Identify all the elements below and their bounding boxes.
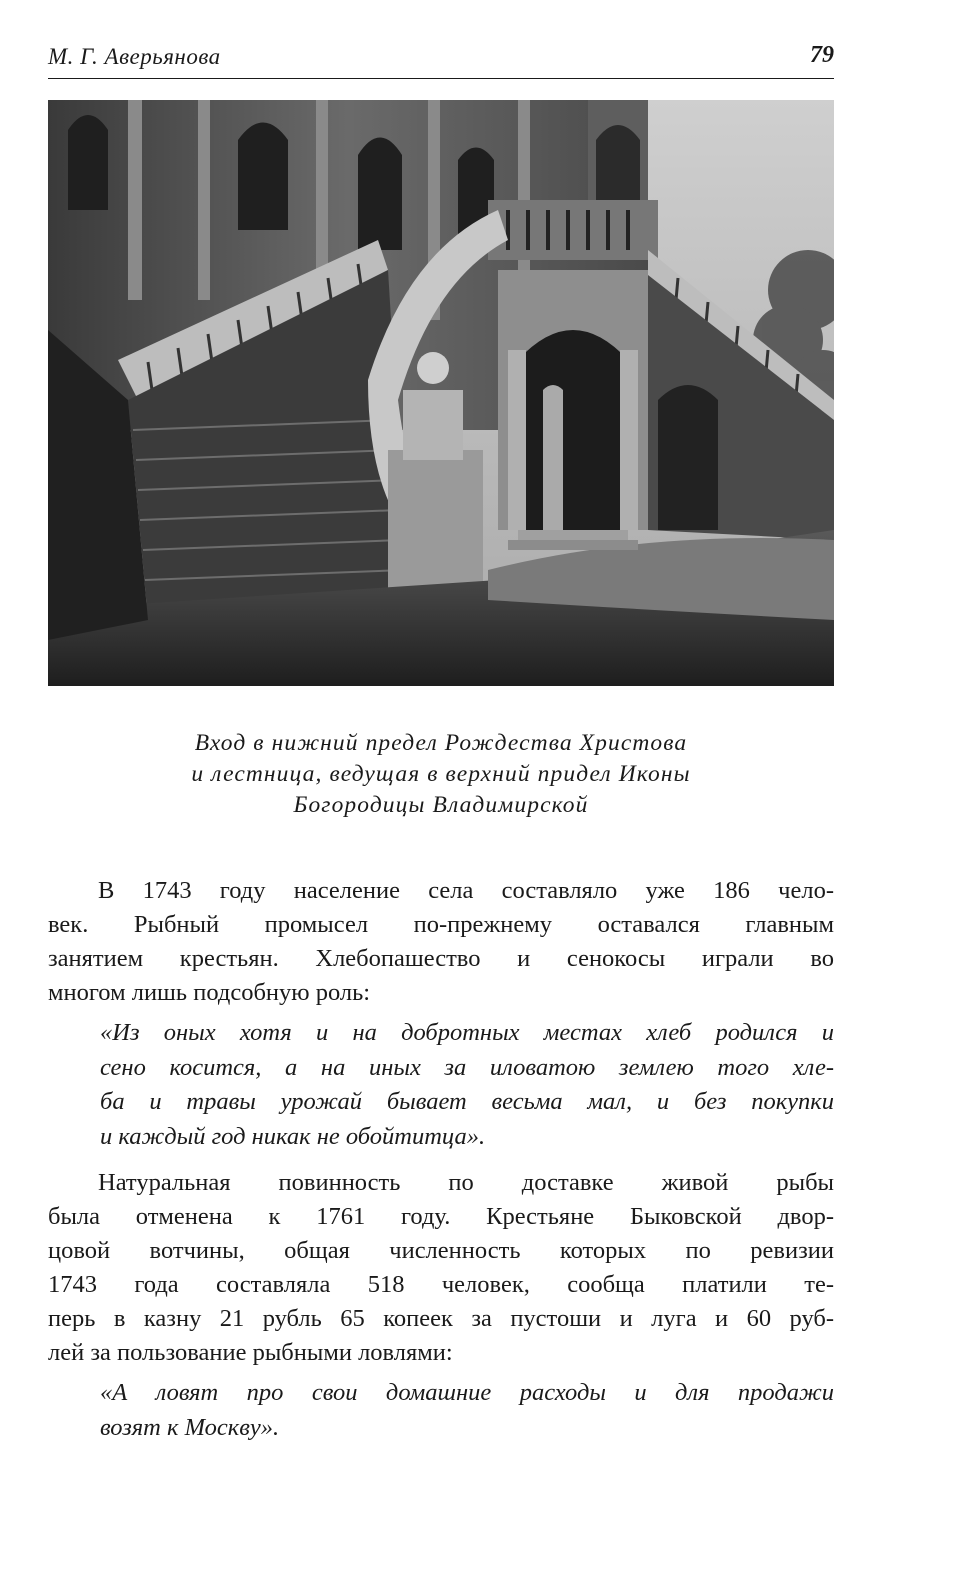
- quote-line: ба и травы урожай бывает весьма мал, и без покупки: [100, 1088, 834, 1115]
- quote-line: возят к Москву».: [100, 1413, 280, 1441]
- text-line: лей за пользование рыбными ловлями:: [48, 1339, 453, 1366]
- text-line: В 1743 году население села составляло уже 186 чело-: [98, 877, 834, 904]
- text-line: век. Рыбный промысел по-прежнему оставался главным: [48, 911, 834, 938]
- text-line: 1743 года составляла 518 человек, сообща платили те-: [48, 1271, 834, 1298]
- photo-illustration: [48, 100, 834, 686]
- caption-line: Богородицы Владимирской: [293, 792, 589, 818]
- quote-line: сено косится, а на иных за иловатою землею того хле-: [100, 1053, 834, 1081]
- quote-line: «Из оных хотя и на добротных местах хлеб родился и: [100, 1019, 834, 1046]
- caption-line: Вход в нижний предел Рождества Христова: [194, 730, 688, 756]
- text-line: занятием крестьян. Хлебопашество и сенокосы играли во: [48, 945, 834, 972]
- caption-line: и лестница, ведущая в верхний придел Иконы: [191, 761, 691, 787]
- quote-fishing: [100, 1376, 834, 1445]
- page-number: 79: [810, 42, 834, 68]
- paragraph-population: [48, 874, 834, 1010]
- text-line: цовой вотчины, общая численность которых по ревизии: [48, 1237, 834, 1264]
- photo-caption: [48, 728, 834, 821]
- text-line: была отменена к 1761 году. Крестьяне Быковской двор-: [48, 1203, 834, 1230]
- church-staircase-photo: [48, 100, 834, 686]
- quote-harvest: [100, 1016, 834, 1154]
- text-line: многом лишь подсобную роль:: [48, 979, 371, 1006]
- author-name: М. Г. Аверьянова: [48, 44, 221, 69]
- quote-line: и каждый год никак не обойтитца».: [100, 1122, 486, 1150]
- text-line: Натуральная повинность по доставке живой рыбы: [98, 1169, 834, 1196]
- text-line: перь в казну 21 рубль 65 копеек за пустоши и луга и 60 руб-: [48, 1305, 834, 1332]
- quote-line: «А ловят про свои домашние расходы и для продажи: [100, 1379, 834, 1406]
- running-header: [48, 40, 834, 79]
- paragraph-duty: [48, 1166, 834, 1370]
